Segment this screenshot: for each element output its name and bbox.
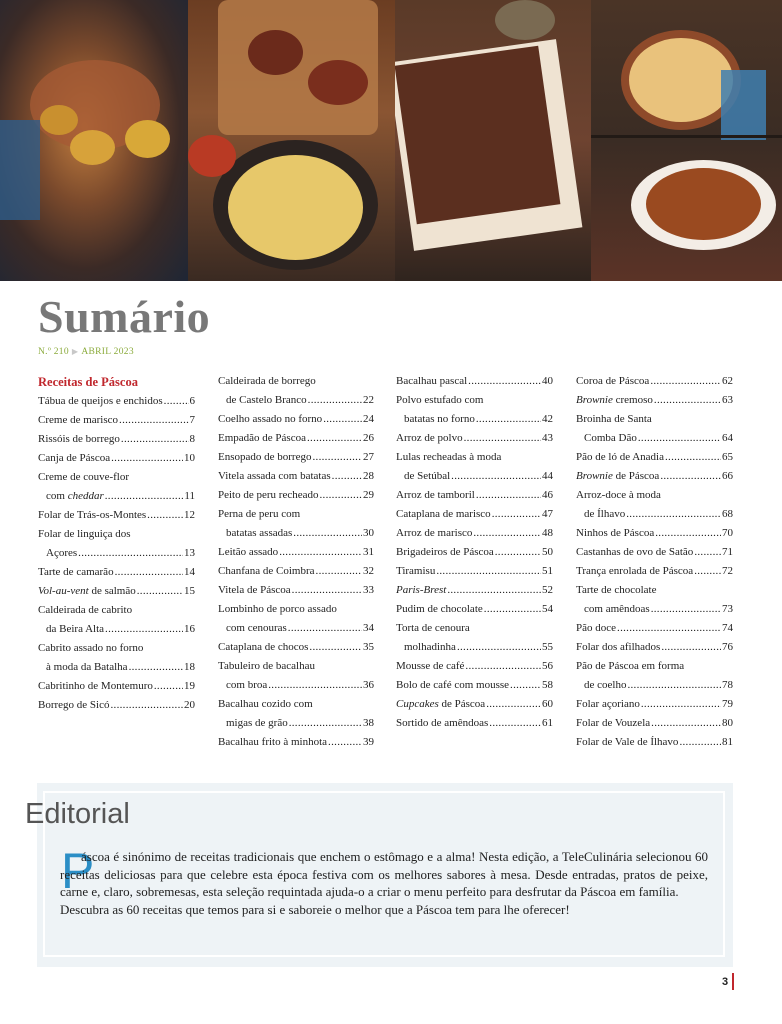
toc-entry-title: Coroa de Páscoa — [576, 375, 650, 387]
toc-leader-dots — [105, 487, 184, 506]
toc-entry-page: 38 — [363, 717, 374, 729]
toc-leader-dots — [323, 410, 362, 429]
toc-entry-title: de Ílhavo — [584, 508, 626, 520]
toc-entry-page: 39 — [363, 736, 374, 748]
toc-entry-page: 12 — [184, 509, 195, 521]
toc-entry-title: Lombinho de porco assado — [218, 603, 337, 615]
editorial-body — [60, 843, 708, 918]
toc-entry-title: da Beira Alta — [46, 623, 105, 635]
toc-entry-page: 64 — [722, 432, 733, 444]
toc-entry-title: Peito de peru recheado — [218, 489, 319, 501]
toc-entry-title: com cenouras — [226, 622, 287, 634]
toc-leader-dots — [468, 372, 541, 391]
toc-entry — [218, 410, 374, 429]
toc-entry-page: 56 — [542, 660, 553, 672]
toc-entry — [396, 619, 553, 638]
toc-entry-page: 60 — [542, 698, 553, 710]
toc-entry-page: 16 — [184, 623, 195, 635]
toc-leader-dots — [316, 562, 362, 581]
toc-entry-page: 52 — [542, 584, 553, 596]
toc-entry — [38, 677, 195, 696]
toc-entry-title: com cheddar — [46, 490, 104, 502]
toc-entry — [576, 714, 733, 733]
toc-entry-title: Tabuleiro de bacalhau — [218, 660, 315, 672]
toc-entry — [38, 449, 195, 468]
toc-entry-title: Chanfana de Coimbra — [218, 565, 315, 577]
toc-entry — [38, 525, 195, 544]
toc-entry — [218, 562, 374, 581]
toc-entry-page: 20 — [184, 699, 195, 711]
toc-leader-dots — [476, 486, 541, 505]
toc-leader-dots — [288, 619, 362, 638]
toc-entry — [576, 524, 733, 543]
toc-entry — [576, 619, 733, 638]
toc-entry-title: Perna de peru com — [218, 508, 301, 520]
toc-entry-page: 40 — [542, 375, 553, 387]
toc-entry-title: de coelho — [584, 679, 627, 691]
toc-leader-dots — [309, 638, 362, 657]
toc-entry-title: Vitela de Páscoa — [218, 584, 291, 596]
toc-entry-title: Brownie de Páscoa — [576, 470, 660, 482]
toc-entry-title: Bacalhau frito à minhota — [218, 736, 328, 748]
toc-entry-title: com amêndoas — [584, 603, 650, 615]
toc-entry-page: 26 — [363, 432, 374, 444]
toc-entry-title: Folar de linguiça dos — [38, 528, 131, 540]
toc-entry-title: Tábua de queijos e enchidos — [38, 395, 163, 407]
toc-entry — [396, 410, 553, 429]
toc-entry-page: 30 — [363, 527, 374, 539]
toc-entry — [576, 638, 733, 657]
toc-entry-page: 27 — [363, 451, 374, 463]
toc-entry — [218, 657, 374, 676]
toc-entry — [218, 619, 374, 638]
toc-entry-title: Cupcakes de Páscoa — [396, 698, 486, 710]
toc-entry-title: Brigadeiros de Páscoa — [396, 546, 494, 558]
toc-leader-dots — [154, 677, 183, 696]
toc-entry — [218, 638, 374, 657]
toc-entry — [396, 562, 553, 581]
toc-leader-dots — [665, 448, 721, 467]
toc-entry-page: 51 — [542, 565, 553, 577]
toc-entry-title: Tarte de camarão — [38, 566, 114, 578]
toc-column-2 — [218, 372, 374, 752]
toc-entry — [218, 714, 374, 733]
toc-entry — [218, 543, 374, 562]
toc-leader-dots — [119, 411, 188, 430]
toc-entry-page: 32 — [363, 565, 374, 577]
toc-leader-dots — [111, 449, 183, 468]
toc-entry-title: Bacalhau pascal — [396, 375, 468, 387]
toc-leader-dots — [660, 467, 721, 486]
toc-entry-page: 24 — [363, 413, 374, 425]
toc-entry-title: Cataplana de chocos — [218, 641, 309, 653]
toc-entry-page: 61 — [542, 717, 553, 729]
toc-entry-title: batatas assadas — [226, 527, 293, 539]
toc-entry-title: Folar dos afilhados — [576, 641, 661, 653]
toc-entry-title: de Castelo Branco — [226, 394, 307, 406]
toc-entry-title: Bacalhau cozido com — [218, 698, 313, 710]
toc-entry-page: 35 — [363, 641, 374, 653]
toc-entry — [38, 658, 195, 677]
toc-entry-page: 80 — [722, 717, 733, 729]
toc-leader-dots — [651, 714, 721, 733]
toc-entry-title: Caldeirada de cabrito — [38, 604, 133, 616]
toc-entry — [38, 639, 195, 658]
toc-entry — [38, 487, 195, 506]
editorial-paragraph-2: Descubra as 60 receitas que temos para si e saboreie o melhor que a Páscoa tem para lhe oferecer! — [60, 901, 570, 917]
toc-leader-dots — [268, 676, 362, 695]
toc-entry-page: 36 — [363, 679, 374, 691]
toc-leader-dots — [110, 696, 183, 715]
toc-entry-page: 29 — [363, 489, 374, 501]
toc-entry-title: molhadinha — [404, 641, 456, 653]
toc-entry-title: Arroz de polvo — [396, 432, 463, 444]
toc-entry — [396, 657, 553, 676]
toc-leader-dots — [289, 714, 362, 733]
toc-entry-title: Ninhos de Páscoa — [576, 527, 655, 539]
toc-entry — [396, 524, 553, 543]
toc-entry-page: 31 — [363, 546, 374, 558]
toc-entry-page: 47 — [542, 508, 553, 520]
toc-entry-page: 65 — [722, 451, 733, 463]
toc-entry-title: Broinha de Santa — [576, 413, 652, 425]
triangle-separator-icon: ▶ — [71, 347, 79, 356]
toc-leader-dots — [308, 391, 362, 410]
toc-leader-dots — [679, 733, 721, 752]
toc-entry-page: 42 — [542, 413, 553, 425]
toc-entry — [218, 733, 374, 752]
toc-entry-title: Lulas recheadas à moda — [396, 451, 502, 463]
toc-leader-dots — [436, 562, 541, 581]
toc-entry — [38, 411, 195, 430]
toc-leader-dots — [137, 582, 183, 601]
toc-column-1 — [38, 372, 195, 715]
toc-entry-page: 58 — [542, 679, 553, 691]
toc-entry-title: Pão de ló de Anadia — [576, 451, 664, 463]
toc-leader-dots — [495, 543, 541, 562]
toc-entry-title: Mousse de café — [396, 660, 465, 672]
toc-entry-page: 33 — [363, 584, 374, 596]
toc-entry — [218, 467, 374, 486]
issue-info — [38, 347, 134, 357]
toc-entry-page: 79 — [722, 698, 733, 710]
toc-entry — [396, 467, 553, 486]
toc-entry-title: batatas no forno — [404, 413, 475, 425]
toc-entry-title: Rissóis de borrego — [38, 433, 120, 445]
toc-entry — [38, 696, 195, 715]
photo-rice-and-chicken — [591, 0, 782, 281]
toc-entry — [38, 620, 195, 639]
toc-entry-title: Bolo de café com mousse — [396, 679, 510, 691]
toc-entry — [218, 524, 374, 543]
toc-entry-title: Creme de couve-flor — [38, 471, 130, 483]
toc-entry — [576, 448, 733, 467]
toc-entry-page: 14 — [184, 566, 195, 578]
toc-entry-page: 50 — [542, 546, 553, 558]
toc-entry-title: Pão doce — [576, 622, 617, 634]
toc-leader-dots — [279, 543, 362, 562]
toc-leader-dots — [694, 562, 721, 581]
toc-entry — [576, 410, 733, 429]
toc-entry — [218, 581, 374, 600]
toc-entry — [396, 372, 553, 391]
toc-entry — [218, 600, 374, 619]
toc-leader-dots — [129, 658, 183, 677]
toc-entry — [38, 430, 195, 449]
toc-entry-title: Folar de Trás-os-Montes — [38, 509, 147, 521]
toc-entry — [218, 448, 374, 467]
toc-entry-title: Castanhas de ovo de Satão — [576, 546, 694, 558]
toc-entry-page: 28 — [363, 470, 374, 482]
toc-entry-title: Ensopado de borrego — [218, 451, 312, 463]
toc-leader-dots — [486, 695, 541, 714]
toc-entry-title: Trança enrolada de Páscoa — [576, 565, 694, 577]
toc-leader-dots — [627, 676, 721, 695]
toc-entry-title: Pudim de chocolate — [396, 603, 483, 615]
toc-entry-page: 74 — [722, 622, 733, 634]
toc-leader-dots — [105, 620, 183, 639]
toc-leader-dots — [292, 581, 362, 600]
toc-entry — [576, 486, 733, 505]
editorial-title: Editorial — [25, 798, 130, 830]
toc-entry — [38, 506, 195, 525]
toc-entry-title: à moda da Batalha — [46, 661, 128, 673]
toc-entry-page: 78 — [722, 679, 733, 691]
toc-leader-dots — [464, 429, 541, 448]
photo-chocolate-cake — [395, 0, 591, 281]
toc-entry-title: Empadão de Páscoa — [218, 432, 306, 444]
toc-leader-dots — [641, 695, 721, 714]
toc-entry — [38, 601, 195, 620]
toc-entry-title: Folar de Vouzela — [576, 717, 651, 729]
toc-entry-page: 54 — [542, 603, 553, 615]
toc-entry — [218, 486, 374, 505]
toc-entry-page: 66 — [722, 470, 733, 482]
toc-entry — [576, 467, 733, 486]
toc-entry — [396, 676, 553, 695]
page-title: Sumário — [38, 291, 211, 342]
toc-entry-page: 81 — [722, 736, 733, 748]
toc-entry — [576, 505, 733, 524]
toc-entry-title: Torta de cenoura — [396, 622, 470, 634]
toc-entry-title: Cabrito assado no forno — [38, 642, 144, 654]
toc-entry-title: Arroz de marisco — [396, 527, 473, 539]
toc-leader-dots — [293, 524, 362, 543]
toc-entry-title: Comba Dão — [584, 432, 637, 444]
toc-leader-dots — [638, 429, 721, 448]
toc-entry-title: Sortido de amêndoas — [396, 717, 489, 729]
toc-leader-dots — [654, 391, 721, 410]
toc-leader-dots — [312, 448, 362, 467]
toc-entry — [38, 582, 195, 601]
toc-entry — [576, 581, 733, 600]
toc-leader-dots — [164, 392, 189, 411]
toc-entry — [396, 695, 553, 714]
toc-entry — [576, 543, 733, 562]
toc-entry-title: Arroz de tamboril — [396, 489, 475, 501]
toc-entry — [396, 505, 553, 524]
toc-entry-title: Coelho assado no forno — [218, 413, 323, 425]
toc-entry-page: 46 — [542, 489, 553, 501]
toc-entry-title: Açores — [46, 547, 78, 559]
toc-entry — [576, 562, 733, 581]
toc-leader-dots — [510, 676, 541, 695]
toc-leader-dots — [626, 505, 721, 524]
toc-entry — [576, 695, 733, 714]
toc-entry-title: Creme de marisco — [38, 414, 119, 426]
toc-leader-dots — [492, 505, 541, 524]
toc-leader-dots — [473, 524, 541, 543]
toc-entry — [396, 429, 553, 448]
toc-entry-title: Pão de Páscoa em forma — [576, 660, 685, 672]
toc-entry — [576, 733, 733, 752]
toc-entry — [218, 505, 374, 524]
toc-entry-title: Arroz-doce à moda — [576, 489, 661, 501]
toc-entry-page: 63 — [722, 394, 733, 406]
toc-entry-page: 6 — [189, 395, 195, 407]
toc-entry-title: com broa — [226, 679, 268, 691]
toc-leader-dots — [650, 372, 721, 391]
toc-entry — [218, 372, 374, 391]
toc-entry-page: 76 — [722, 641, 733, 653]
toc-entry — [576, 429, 733, 448]
toc-entry — [396, 581, 553, 600]
toc-entry-page: 22 — [363, 394, 374, 406]
toc-column-4 — [576, 372, 733, 752]
toc-leader-dots — [489, 714, 541, 733]
toc-leader-dots — [661, 638, 721, 657]
toc-entry-title: Folar açoriano — [576, 698, 640, 710]
toc-leader-dots — [147, 506, 183, 525]
toc-leader-dots — [319, 486, 362, 505]
header-photo-strip — [0, 0, 782, 281]
toc-leader-dots — [447, 581, 541, 600]
photo-roast-lamb — [0, 0, 188, 281]
toc-entry-title: Folar de Vale de Ílhavo — [576, 736, 679, 748]
toc-entry — [38, 392, 195, 411]
toc-entry — [576, 391, 733, 410]
toc-entry-title: de Setúbal — [404, 470, 451, 482]
toc-entry-page: 19 — [184, 680, 195, 692]
toc-entry-title: Borrego de Sicó — [38, 699, 110, 711]
editorial-dropcap: P — [61, 843, 95, 899]
photo-almonds-and-fish — [188, 0, 395, 281]
toc-entry-page: 55 — [542, 641, 553, 653]
toc-entry — [396, 486, 553, 505]
toc-entry-page: 7 — [189, 414, 195, 426]
toc-entry — [396, 391, 553, 410]
toc-entry-page: 8 — [189, 433, 195, 445]
page-number-bar — [732, 973, 734, 990]
toc-entry — [396, 543, 553, 562]
toc-section-title: Receitas de Páscoa — [38, 375, 138, 389]
toc-leader-dots — [457, 638, 541, 657]
toc-entry-title: Tarte de chocolate — [576, 584, 657, 596]
toc-leader-dots — [328, 733, 362, 752]
toc-entry-page: 10 — [184, 452, 195, 464]
toc-entry — [576, 600, 733, 619]
toc-entry — [396, 448, 553, 467]
toc-entry — [576, 657, 733, 676]
toc-leader-dots — [465, 657, 541, 676]
toc-entry — [38, 563, 195, 582]
toc-entry — [576, 676, 733, 695]
toc-leader-dots — [484, 600, 541, 619]
toc-entry — [218, 676, 374, 695]
toc-leader-dots — [121, 430, 189, 449]
toc-entry-page: 44 — [542, 470, 553, 482]
toc-entry-title: Brownie cremoso — [576, 394, 653, 406]
toc-entry-title: Caldeirada de borrego — [218, 375, 316, 387]
toc-leader-dots — [332, 467, 362, 486]
toc-entry — [396, 714, 553, 733]
toc-entry-title: Polvo estufado com — [396, 394, 484, 406]
toc-entry — [396, 600, 553, 619]
toc-entry-page: 34 — [363, 622, 374, 634]
toc-leader-dots — [451, 467, 541, 486]
toc-entry — [576, 372, 733, 391]
toc-entry-page: 15 — [184, 585, 195, 597]
toc-entry-page: 62 — [722, 375, 733, 387]
toc-column-3 — [396, 372, 553, 733]
toc-entry-title: Vitela assada com batatas — [218, 470, 331, 482]
toc-entry — [218, 695, 374, 714]
page-number: 3 — [722, 976, 729, 988]
toc-entry-page: 73 — [722, 603, 733, 615]
toc-entry-page: 72 — [722, 565, 733, 577]
toc-leader-dots — [78, 544, 183, 563]
toc-entry-page: 68 — [722, 508, 733, 520]
toc-entry-page: 13 — [184, 547, 195, 559]
toc-leader-dots — [694, 543, 721, 562]
toc-entry-page: 48 — [542, 527, 553, 539]
toc-entry — [38, 468, 195, 487]
toc-entry-title: Leitão assado — [218, 546, 279, 558]
toc-entry-title: Tiramisu — [396, 565, 436, 577]
toc-entry — [396, 638, 553, 657]
toc-entry-page: 71 — [722, 546, 733, 558]
toc-entry-title: Cataplana de marisco — [396, 508, 491, 520]
toc-entry-title: Vol-au-vent de salmão — [38, 585, 136, 597]
toc-entry-page: 43 — [542, 432, 553, 444]
toc-entry-title: migas de grão — [226, 717, 288, 729]
toc-entry-title: Canja de Páscoa — [38, 452, 111, 464]
toc-leader-dots — [655, 524, 721, 543]
issue-date: ABRIL 2023 — [81, 347, 134, 357]
toc-entry — [218, 429, 374, 448]
toc-entry — [38, 544, 195, 563]
issue-number: N.º 210 — [38, 347, 69, 357]
toc-entry-title: Paris-Brest — [396, 584, 447, 596]
toc-entry-page: 70 — [722, 527, 733, 539]
toc-entry-page: 11 — [184, 490, 195, 502]
toc-leader-dots — [476, 410, 541, 429]
toc-entry-title: Cabritinho de Montemuro — [38, 680, 153, 692]
toc-leader-dots — [307, 429, 362, 448]
toc-entry — [218, 391, 374, 410]
toc-leader-dots — [115, 563, 183, 582]
toc-entry-page: 18 — [184, 661, 195, 673]
toc-leader-dots — [651, 600, 721, 619]
toc-leader-dots — [617, 619, 721, 638]
editorial-paragraph-1: áscoa é sinónimo de receitas tradicionais que enchem o estômago e a alma! Nesta edição, a TeleCulinária selecionou 60 receitas deliciosas para que celebre esta época festiva com os melhores sabores à mesa. Desde entradas, pratos de peixe, carne e, claro, sobremesas, esta seleção requintada ajuda-o a criar o menu perfeito para desfrutar da Páscoa em família. — [60, 849, 708, 899]
